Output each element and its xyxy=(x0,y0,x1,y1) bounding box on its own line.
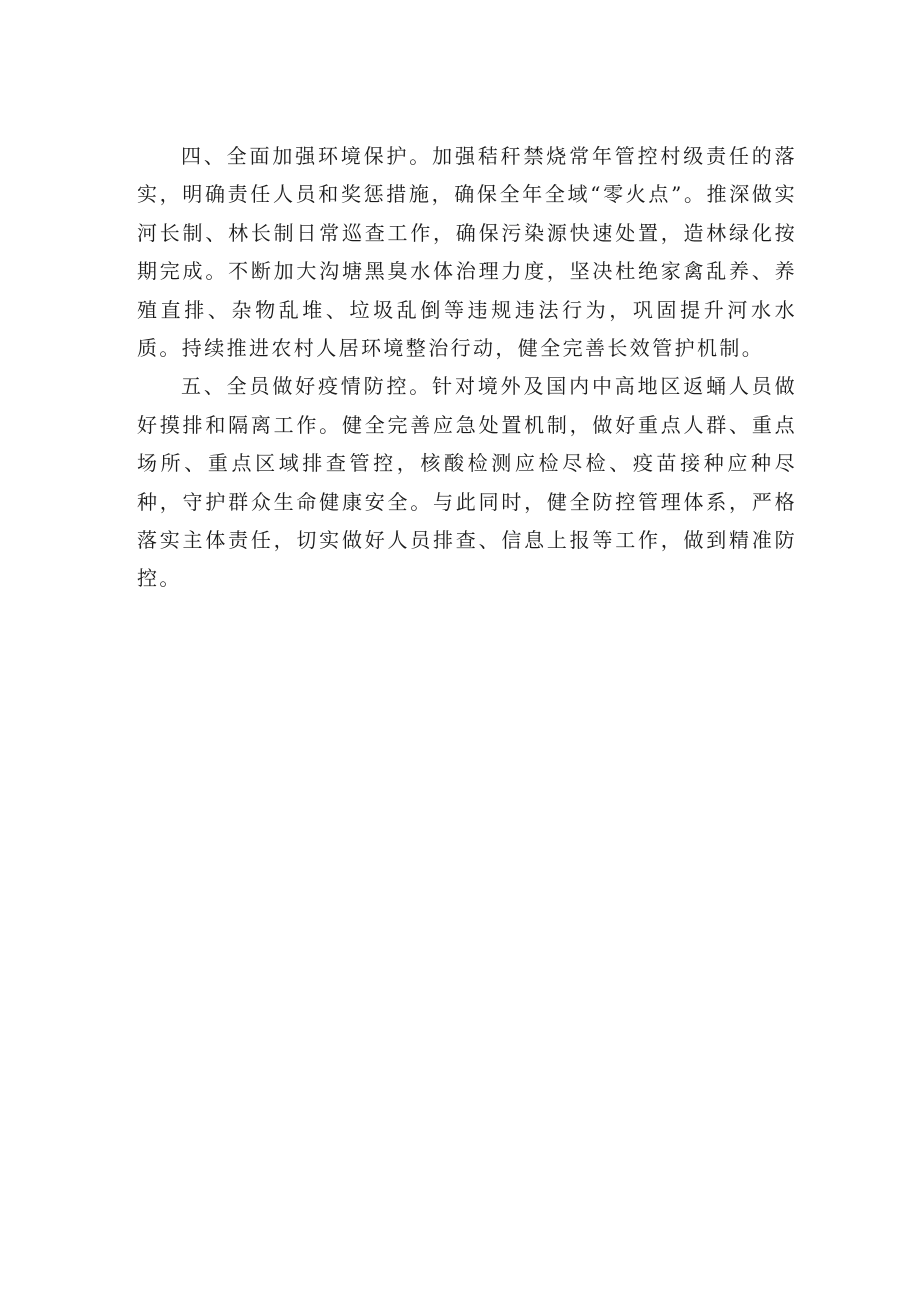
paragraph-environment-protection: 四、全面加强环境保护。加强秸秆禁烧常年管控村级责任的落实，明确责任人员和奖惩措施，确保全年全域“零火点”。推深做实河长制、林长制日常巡查工作，确保污染源快速处置，造林绿化按期完成。不断加大沟塘黑臭水体治理力度，坚决杜绝家禽乱养、养殖直排、杂物乱堆、垃圾乱倒等违规违法行为，巩固提升河水水质。持续推进农村人居环境整治行动，健全完善长效管护机制。 xyxy=(137,144,797,361)
document-body xyxy=(137,137,797,598)
paragraph-epidemic-prevention: 五、全员做好疫情防控。针对境外及国内中高地区返蛹人员做好摸排和隔离工作。健全完善应急处置机制，做好重点人群、重点场所、重点区域排查管控，核酸检测应检尽检、疫苗接种应种尽种，守护群众生命健康安全。与此同时，健全防控管理体系，严格落实主体责任，切实做好人员排查、信息上报等工作，做到精准防控。 xyxy=(137,374,797,591)
